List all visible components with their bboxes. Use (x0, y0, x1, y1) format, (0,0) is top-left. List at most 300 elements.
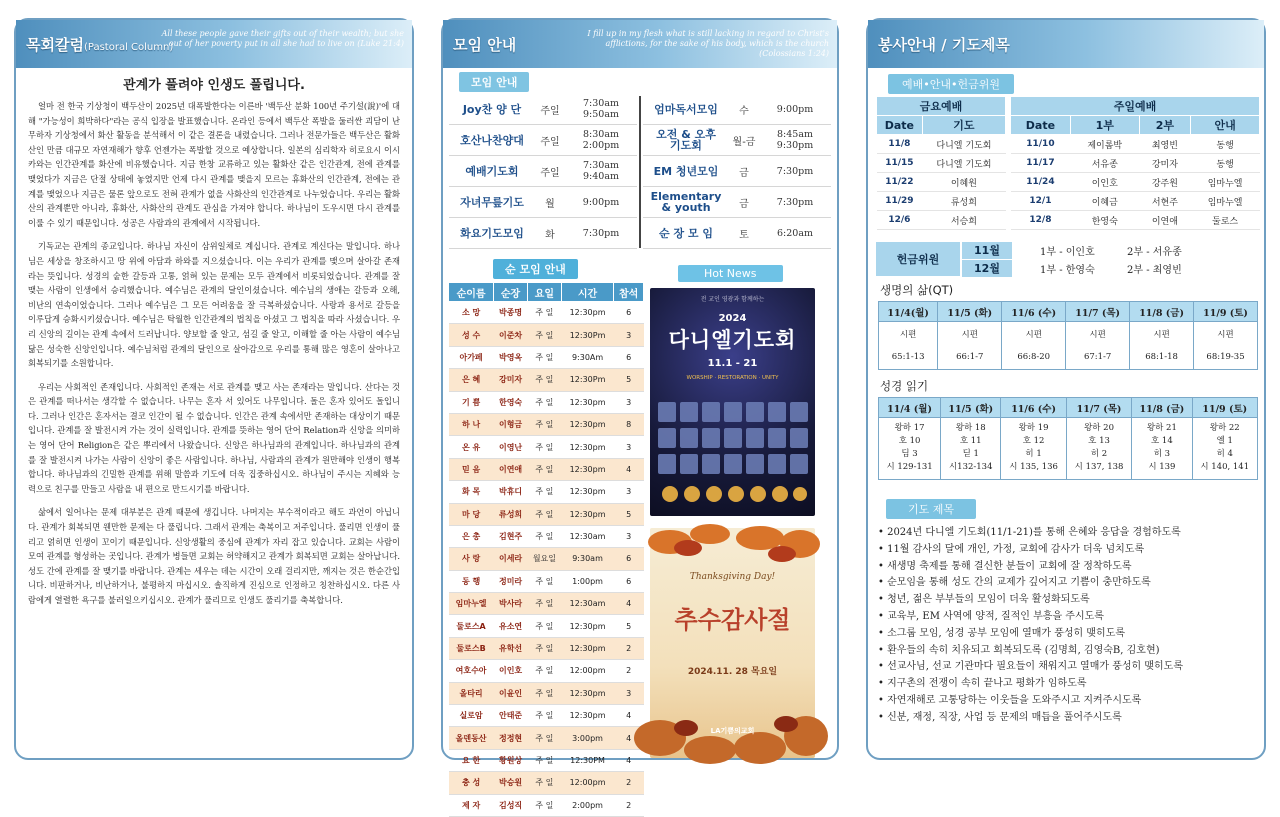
soon-cell: 정미라 (494, 570, 528, 592)
meeting-row (643, 218, 831, 249)
bullet-icon: • (878, 543, 888, 555)
soon-cell: 12:30pm (561, 391, 613, 413)
soon-cell: 3 (614, 324, 644, 346)
soon-cell: 성 수 (449, 324, 494, 346)
sunday-cell: 11/10 (1011, 135, 1071, 154)
soon-cell: 주 일 (527, 302, 561, 324)
bible-day: 11/8 (금) (1132, 398, 1192, 418)
soon-cell: 5 (614, 369, 644, 391)
soon-cell: 12:30Pm (561, 324, 613, 346)
soon-cell: 주 일 (527, 369, 561, 391)
prayer-item (878, 525, 1258, 542)
friday-cell: 류성희 (922, 192, 1005, 211)
bible-ref: 왕하 20 (1084, 423, 1115, 433)
soon-cell: 은 혜 (449, 369, 494, 391)
qt-cell (1130, 322, 1194, 370)
soon-cell: 박사라 (494, 593, 528, 615)
soon-row (449, 570, 644, 592)
soon-cell: 둘로스A (449, 615, 494, 637)
bible-day: 11/4 (월) (879, 398, 941, 418)
soon-cell: 주 일 (527, 772, 561, 794)
bible-ref: 히 4 (1216, 449, 1233, 459)
prayer-text: 소그룹 모임, 성경 공부 모임에 열매가 풍성히 맺히도록 (887, 627, 1126, 639)
sunday-cell: 11/24 (1011, 173, 1071, 192)
poster-date: 11.1 - 21 (707, 358, 758, 369)
qt-day: 11/7 (목) (1066, 302, 1130, 322)
soon-cell: 황원상 (494, 749, 528, 771)
soon-cell: 주 일 (527, 481, 561, 503)
prayer-text: 2024년 다니엘 기도회(11/1-21)를 통해 은혜와 응답을 경험하도록 (887, 527, 1181, 538)
soon-cell: 정정현 (494, 727, 528, 749)
soon-row (449, 503, 644, 525)
friday-cell: 다니엘 기도회 (922, 154, 1005, 173)
soon-cell: 소 망 (449, 302, 494, 324)
soon-cell: 기 쁨 (449, 391, 494, 413)
soon-row (449, 413, 644, 435)
bullet-icon: • (878, 560, 888, 572)
bullet-icon: • (878, 694, 888, 706)
soon-cell: 주 일 (527, 324, 561, 346)
soon-cell: 이연애 (494, 458, 528, 480)
soon-row (449, 637, 644, 659)
bible-reading-title: 성경 읽기 (880, 379, 929, 393)
meeting-time: 8:45am 9:30pm (776, 129, 814, 151)
prayer-item (878, 659, 1258, 676)
sunday-cell: 이인호 (1070, 173, 1139, 192)
soon-cell: 8 (614, 413, 644, 435)
soon-cell: 4 (614, 727, 644, 749)
poster-date: 2024.11. 28 목요일 (687, 667, 778, 677)
soon-cell: 12:30pm (561, 705, 613, 727)
soon-cell: 둘로스B (449, 637, 494, 659)
soon-row (449, 593, 644, 615)
meeting-name: 순 장 모 임 (659, 226, 713, 240)
soon-cell: 주 일 (527, 346, 561, 368)
soon-cell: 1:00pm (561, 570, 613, 592)
soon-cell: 이세라 (494, 548, 528, 570)
sunday-cell: 이혜금 (1070, 192, 1139, 211)
soon-cell: 9:30Am (561, 346, 613, 368)
soon-cell: 6 (614, 346, 644, 368)
prayer-text: 환우들의 속히 치유되고 회복되도록 (김명희, 김영숙B, 김호현) (887, 644, 1160, 656)
meeting-day: 월 (545, 198, 555, 210)
sunday-cell: 한영숙 (1070, 211, 1139, 230)
friday-row (877, 135, 1006, 154)
poster-script-text: Thanksgiving Day! (689, 572, 776, 582)
soon-cell: 주 일 (527, 637, 561, 659)
sunday-cell: 동행 (1191, 135, 1260, 154)
soon-cell: 김현주 (494, 525, 528, 547)
sunday-cell: 12/1 (1011, 192, 1071, 211)
qt-ref: 66:1-7 (956, 352, 984, 362)
sunday-col-header: 2부 (1139, 116, 1191, 135)
bible-ref: 왕하 17 (894, 423, 925, 433)
sunday-cell: 동행 (1191, 154, 1260, 173)
friday-cell: 11/22 (877, 173, 923, 192)
friday-cell: 11/29 (877, 192, 923, 211)
soon-cell: 12:30pm (561, 413, 613, 435)
sunday-row (1011, 211, 1260, 230)
meeting-name: Elementary & youth (650, 190, 722, 214)
bible-ref: 시 137, 138 (1074, 462, 1124, 472)
qt-cell (879, 322, 938, 370)
sunday-cell: 둘로스 (1191, 211, 1260, 230)
prayer-text: 순모임을 통해 성도 간의 교제가 깊어지고 기쁨이 충만하도록 (887, 577, 1151, 589)
meeting-row (449, 156, 637, 187)
bible-cell (1066, 418, 1131, 480)
bible-ref: 호 12 (1022, 436, 1045, 446)
qt-table (878, 301, 1258, 370)
soon-cell: 12:30pm (561, 458, 613, 480)
soon-col-header: 순이름 (449, 283, 494, 302)
friday-cell: 11/15 (877, 154, 923, 173)
poster-title: 다니엘기도회 (668, 327, 797, 352)
meeting-day: 화 (545, 229, 555, 241)
bible-ref: 시132-134 (948, 462, 993, 472)
sunday-row (1011, 154, 1260, 173)
soon-cell: 5 (614, 503, 644, 525)
bible-ref: 왕하 18 (955, 423, 986, 433)
soon-cell: 12:30Pm (561, 369, 613, 391)
bible-ref: 시 129-131 (886, 462, 933, 472)
friday-col-header: 기도 (922, 116, 1005, 135)
soon-cell: 4 (614, 705, 644, 727)
bible-ref: 왕하 21 (1146, 423, 1177, 433)
soon-cell: 9:30am (561, 548, 613, 570)
soon-cell: 2 (614, 637, 644, 659)
soon-cell: 12:30PM (561, 749, 613, 771)
soon-row (449, 481, 644, 503)
soon-cell: 5 (614, 615, 644, 637)
sunday-cell: 강미자 (1139, 154, 1191, 173)
soon-cell: 12:30pm (561, 302, 613, 324)
meeting-row (643, 94, 831, 125)
soon-cell: 12:30pm (561, 503, 613, 525)
soon-cell: 여호수아 (449, 660, 494, 682)
soon-cell: 하 나 (449, 413, 494, 435)
soon-col-header: 순장 (494, 283, 528, 302)
bible-ref: 히 3 (1153, 449, 1171, 459)
soon-cell: 주 일 (527, 660, 561, 682)
offering-row (962, 241, 1262, 259)
bible-quote: I fill up in my flesh what is still lacking in regard to Christ's afflictions, for the sake of his body, which is the church (Colossians 1:24) (587, 29, 829, 58)
qt-book: 시편 (1089, 330, 1106, 340)
soon-cell: 주 일 (527, 391, 561, 413)
meeting-day: 주일 (540, 167, 560, 179)
soon-cell: 12:00pm (561, 772, 613, 794)
offering-second: 2부 - 최영빈 (1127, 264, 1182, 276)
bible-ref: 엘 1 (1216, 436, 1233, 446)
soon-cell: 박영옥 (494, 346, 528, 368)
bible-ref: 왕하 22 (1209, 423, 1240, 433)
qt-cell (1002, 322, 1066, 370)
bible-day: 11/7 (목) (1066, 398, 1131, 418)
soon-cell: 이인호 (494, 660, 528, 682)
sunday-cell: 임마누엘 (1191, 173, 1260, 192)
soon-cell: 12:30pm (561, 682, 613, 704)
qt-ref: 66:8-20 (1017, 352, 1051, 362)
meeting-row (449, 187, 637, 218)
meeting-row (449, 218, 637, 249)
bible-reading-table (878, 397, 1258, 480)
soon-row (449, 772, 644, 794)
sunday-col-header: 안내 (1191, 116, 1260, 135)
soon-table (448, 282, 644, 817)
sunday-cell: 임마누엘 (1191, 192, 1260, 211)
column-paragraph: 얼마 전 한국 기상청이 백두산이 2025년 대폭발한다는 이른바 '백두산 분화 100년 주기설(說)'에 대해 "가능성이 희박하다"라는 공식 입장을 발표했습니다. 온라인 등에서 백두산 폭발을 둘러싼 괴담이 난무하자 기상청에서 화산 활동을 분석해서 이 같은 결론을 내렸습니다. 그러나 전문가들은 백두산은 활화산인 만큼 대규모 자연재해가 향후 언젠가는 폭발할 것으로 예상합니다. 일본의 심리학자 히로요시 이시카와는 인간관계를 화산에 비유했습니다. 지금 한창 교류하고 있는 활화산 같은 인간관계, 전에 관계를 맺었다가 지금은 단절 상태에 놓였지만 언제 다시 관계를 맺을지 모르는 휴화산의 인간관계, 전에는 관계를 맺었으나 지금은 물론 앞으로도 전혀 관계가 없을 사화산의 인간관계로 나누었습니다. 우리는 활화산의 관계뿐만 아니라, 휴화산, 사화산의 관계도 관심을 가져야 합니다. 하나님이 도우시면 다시 관계를 이룰 수 있기 때문입니다. 성공은 사람과의 관계에서 시작됩니다. (28, 101, 400, 228)
soon-cell: 4 (614, 593, 644, 615)
poster-church: LA기쁨의교회 (710, 727, 755, 735)
prayer-item (878, 575, 1258, 592)
soon-cell: 유학선 (494, 637, 528, 659)
hot-news-label: Hot News (678, 262, 783, 282)
qt-cell (1194, 322, 1258, 370)
soon-row (449, 682, 644, 704)
prayer-item (878, 710, 1258, 727)
soon-row (449, 794, 644, 816)
sunday-cell: 12/8 (1011, 211, 1071, 230)
offering-second: 2부 - 서유종 (1127, 246, 1182, 258)
meeting-time: 8:30am 2:00pm (582, 129, 620, 151)
bible-cell (1001, 418, 1066, 480)
meeting-name: 오전 & 오후 기도회 (656, 128, 716, 152)
soon-cell: 김성직 (494, 794, 528, 816)
soon-col-header: 시간 (561, 283, 613, 302)
soon-cell: 화 목 (449, 481, 494, 503)
sunday-col-header: Date (1011, 116, 1071, 135)
soon-label: 순 모임 안내 (493, 258, 578, 279)
soon-cell: 이준차 (494, 324, 528, 346)
soon-cell: 동 행 (449, 570, 494, 592)
soon-cell: 12:00pm (561, 660, 613, 682)
soon-cell: 12:30pm (561, 481, 613, 503)
meeting-time: 9:00pm (776, 103, 814, 115)
qt-book: 시편 (1217, 330, 1234, 340)
soon-cell: 주 일 (527, 682, 561, 704)
friday-row (877, 173, 1006, 192)
meetings-panel (441, 18, 839, 810)
thanksgiving-poster (650, 528, 815, 758)
bullet-icon: • (878, 577, 888, 589)
soon-cell: 주 일 (527, 705, 561, 727)
friday-service-table (876, 96, 1006, 230)
meetings-right (643, 94, 831, 249)
soon-cell: 충 성 (449, 772, 494, 794)
soon-cell: 주 일 (527, 436, 561, 458)
qt-ref: 65:1-13 (891, 352, 925, 362)
soon-cell: 주 일 (527, 727, 561, 749)
prayer-list (878, 525, 1258, 727)
prayer-item (878, 643, 1258, 660)
meeting-day: 금 (739, 167, 749, 179)
poster-year: 2024 (718, 313, 747, 324)
qt-ref: 68:19-35 (1206, 352, 1245, 362)
poster-top-text: 전 교인 영광과 함께하는 (700, 296, 765, 303)
qt-book: 시편 (899, 330, 917, 340)
meeting-day: 월-금 (732, 136, 756, 148)
soon-cell: 유소연 (494, 615, 528, 637)
bullet-icon: • (878, 661, 888, 673)
soon-row (449, 615, 644, 637)
soon-cell: 3:00pm (561, 727, 613, 749)
soon-cell: 올타리 (449, 682, 494, 704)
bullet-icon: • (878, 678, 888, 690)
offering-list (962, 241, 1262, 277)
meeting-day: 수 (739, 105, 749, 117)
bullet-icon: • (878, 527, 888, 538)
soon-cell: 박승원 (494, 772, 528, 794)
meeting-row (643, 187, 831, 218)
offering-first: 1부 - 한영숙 (1040, 264, 1095, 276)
soon-cell: 주 일 (527, 794, 561, 816)
friday-cell: 이혜원 (922, 173, 1005, 192)
soon-cell: 이영난 (494, 436, 528, 458)
soon-cell: 3 (614, 682, 644, 704)
offering-row (962, 259, 1262, 277)
soon-cell: 박휴디 (494, 481, 528, 503)
prayer-label: 기도 제목 (886, 498, 976, 519)
meeting-row (643, 156, 831, 187)
soon-cell: 온 유 (449, 436, 494, 458)
column-paragraph: 삶에서 일어나는 문제 대부분은 관계 때문에 생깁니다. 나머지는 부수적이라고 해도 과언이 아닙니다. 관계가 회복되면 웬만한 문제는 다 풀립니다. 그래서 관계는 축복이고 저주입니다. 풀리면 인생이 풀리고 얽히면 인생이 꼬이기 때문입니다. 신앙생활의 중심에 관계가 자리 잡고 있습니다. 교회는 사람이 모여 관계를 형성하는 곳입니다. 관계가 병들면 교회는 허약해지고 관계가 회복되면 교회는 살아납니다. 성도 간에 관계를 잘 맺기를 바랍니다. 관계는 세우는 데는 시간이 오래 걸리지만, 깨지는 것은 한순간입니다. 비판하거나, 비난하거나, 불평하지 마십시오. 솔직하게 진심으로 인정하고 칭찬하십시오. 다른 사람에게 열렬한 욕구를 불러일으키십시오. 관계가 풀리므로 인생도 풀리기를 축복합니다. (28, 507, 400, 605)
sunday-row (1011, 173, 1260, 192)
meeting-day: 주일 (540, 136, 560, 148)
panel-header (16, 20, 412, 68)
soon-cell: 주 일 (527, 749, 561, 771)
prayer-text: 청년, 젊은 부부들의 모임이 더욱 활성화되도록 (887, 594, 1090, 606)
soon-cell: 요 한 (449, 749, 494, 771)
soon-cell: 6 (614, 302, 644, 324)
meeting-row (449, 94, 637, 125)
soon-cell: 3 (614, 436, 644, 458)
poster-sub: WORSHIP · RESTORATION · UNITY (686, 375, 779, 381)
meeting-name: 예배기도회 (465, 164, 519, 178)
meeting-time: 7:30am 9:40am (582, 160, 619, 182)
soon-row (449, 302, 644, 324)
soon-cell: 2:00pm (561, 794, 613, 816)
panel-header (443, 20, 837, 68)
column-body (16, 93, 412, 608)
soon-cell: 제 자 (449, 794, 494, 816)
qt-ref: 67:1-7 (1083, 352, 1112, 362)
qt-day: 11/9 (토) (1194, 302, 1258, 322)
bible-ref: 시 135, 136 (1009, 462, 1058, 472)
soon-cell: 류성희 (494, 503, 528, 525)
friday-cell: 11/8 (877, 135, 923, 154)
prayer-item (878, 609, 1258, 626)
offering-label: 헌금위원 (876, 242, 960, 276)
bible-cell (1132, 418, 1192, 480)
qt-day: 11/4(월) (879, 302, 938, 322)
meetings-label: 모임 안내 (459, 71, 529, 92)
qt-day: 11/5 (화) (938, 302, 1002, 322)
soon-cell: 주 일 (527, 570, 561, 592)
prayer-text: 교육부, EM 사역에 양적, 질적인 부흥을 주시도록 (887, 610, 1104, 622)
poster-speakers-image (650, 398, 815, 518)
sunday-cell: 서유종 (1070, 154, 1139, 173)
qt-ref: 68:1-18 (1145, 352, 1178, 362)
meeting-name: EM 청년모임 (653, 164, 719, 178)
soon-row (449, 548, 644, 570)
soon-cell: 4 (614, 749, 644, 771)
soon-cell: 3 (614, 525, 644, 547)
soon-row (449, 324, 644, 346)
bible-day: 11/6 (수) (1001, 398, 1066, 418)
qt-cell (938, 322, 1002, 370)
bible-ref: 딛 1 (962, 449, 979, 459)
sunday-row (1011, 135, 1260, 154)
meeting-time: 7:30pm (776, 165, 814, 177)
meeting-name: 호산나찬양대 (460, 133, 524, 147)
bible-cell (879, 418, 941, 480)
bullet-icon: • (878, 627, 888, 639)
soon-cell: 주 일 (527, 503, 561, 525)
bible-ref: 호 11 (959, 436, 982, 446)
soon-cell: 3 (614, 391, 644, 413)
friday-row (877, 192, 1006, 211)
soon-cell: 박종명 (494, 302, 528, 324)
panel-title: 목회칼럼(Pastoral Column) (26, 36, 174, 54)
meeting-day: 주일 (540, 105, 560, 117)
meeting-time: 7:30pm (582, 227, 620, 239)
bullet-icon: • (878, 610, 888, 622)
meeting-day: 토 (739, 229, 749, 241)
bible-ref: 호 14 (1151, 436, 1173, 446)
meeting-time: 7:30am 9:50am (582, 98, 619, 120)
sunday-header: 주일예배 (1011, 97, 1260, 116)
panel-header (868, 20, 1264, 68)
soon-cell: 임마누엘 (449, 593, 494, 615)
soon-row (449, 749, 644, 771)
offering-month: 11월 (962, 242, 1012, 259)
friday-cell: 다니엘 기도회 (922, 135, 1005, 154)
soon-cell: 12:30pm (561, 436, 613, 458)
soon-cell: 2 (614, 660, 644, 682)
meeting-name: 엄마독서모임 (654, 102, 718, 116)
service-prayer-panel (866, 18, 1266, 760)
soon-row (449, 369, 644, 391)
soon-cell: 사 랑 (449, 548, 494, 570)
soon-row (449, 391, 644, 413)
soon-cell: 강미자 (494, 369, 528, 391)
bullet-icon: • (878, 644, 888, 656)
soon-cell: 아가페 (449, 346, 494, 368)
prayer-item (878, 676, 1258, 693)
soon-cell: 12:30am (561, 525, 613, 547)
soon-cell: 마 당 (449, 503, 494, 525)
meeting-name: Joy찬 양 단 (462, 102, 522, 116)
offering-first: 1부 - 이인호 (1040, 246, 1095, 258)
soon-cell: 2 (614, 794, 644, 816)
friday-cell: 서승희 (922, 211, 1005, 230)
soon-row (449, 727, 644, 749)
bible-day: 11/9 (토) (1192, 398, 1258, 418)
bible-ref: 왕하 19 (1018, 423, 1049, 433)
soon-cell: 6 (614, 548, 644, 570)
sunday-row (1011, 192, 1260, 211)
prayer-item (878, 542, 1258, 559)
sunday-cell: 최영빈 (1139, 135, 1191, 154)
meeting-name: 자녀무릎기도 (460, 195, 524, 209)
daniel-prayer-poster (650, 288, 815, 516)
soon-cell: 6 (614, 570, 644, 592)
pastoral-column-panel (14, 18, 414, 760)
qt-book: 시편 (1153, 330, 1170, 340)
sunday-service-table (1010, 96, 1260, 230)
soon-cell: 믿 음 (449, 458, 494, 480)
column-headline: 관계가 풀려야 인생도 풀립니다. (123, 78, 305, 93)
soon-cell: 한영숙 (494, 391, 528, 413)
